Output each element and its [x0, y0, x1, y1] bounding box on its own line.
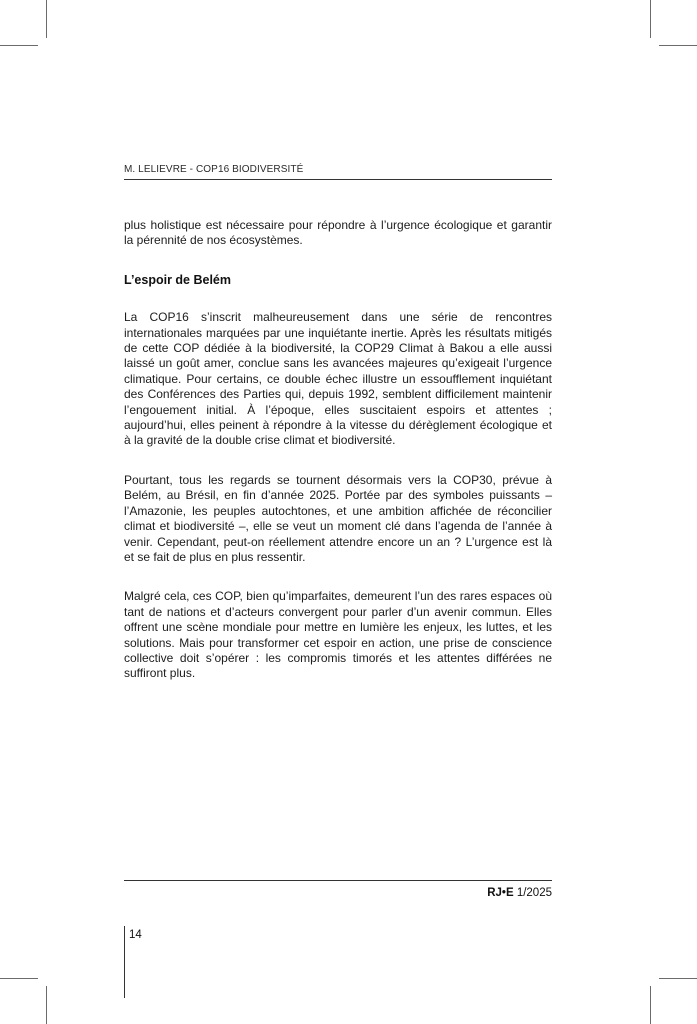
page-number: 14 [129, 929, 142, 941]
crop-mark [46, 986, 47, 1024]
section-title: L’espoir de Belém [124, 272, 231, 287]
article-body [124, 218, 552, 706]
journal-issue-number: 1/2025 [513, 887, 552, 899]
paragraph-intro: plus holistique est nécessaire pour répondre à l’urgence écologique et garantir la pérennité de nos écosystèmes. [124, 218, 552, 248]
running-head: M. LELIEVRE - COP16 BIODIVERSITÉ [124, 164, 552, 180]
crop-mark [659, 978, 697, 979]
footer-rule [124, 880, 552, 881]
journal-abbr: RJ•E [487, 887, 514, 899]
paragraph: Pourtant, tous les regards se tournent désormais vers la COP30, prévue à Belém, au Brésil, en fin d’année 2025. Portée par des symboles puissants – l’Amazonie, les peuples autochtones, et une ambition affichée de réconcilier climat et biodiversité –, elle se veut un moment clé dans l’agenda de l’année à venir. Cependant, peut-on réellement attendre encore un an ? L’urgence est là et se fait de plus en plus ressentir. [124, 472, 552, 564]
crop-mark [0, 978, 38, 979]
crop-mark [650, 0, 651, 38]
page-number-rule [124, 926, 125, 998]
crop-mark [659, 45, 697, 46]
crop-mark [46, 0, 47, 38]
journal-issue [487, 887, 552, 899]
crop-mark [650, 986, 651, 1024]
paragraph: Malgré cela, ces COP, bien qu’imparfaites, demeurent l’un des rares espaces où tant de nations et d’acteurs convergent pour parler d’un avenir commun. Elles offrent une scène mondiale pour mettre en lumière les enjeux, les luttes, et les solutions. Mais pour transformer cet espoir en action, une prise de conscience collective doit s’opérer : les compromis timorés et les attentes différées ne suffiront plus. [124, 589, 552, 681]
paragraph: La COP16 s’inscrit malheureusement dans une série de rencontres internationales marquées par une inquiétante inertie. Après les résultats mitigés de cette COP dédiée à la biodiversité, la COP29 Climat à Bakou a elle aussi laissé un goût amer, conclue sans les avancées majeures qu’exigeait l’urgence climatique. Pour certains, ce double échec illustre un essoufflement inquiétant des Conférences des Parties qui, depuis 1992, semblent difficilement maintenir l’engouement initial. À l’époque, elles suscitaient espoirs et attentes ; aujourd’hui, elles peinent à répondre à la vitesse du dérèglement écologique et à la gravité de la double crise climat et biodiversité. [124, 310, 552, 448]
crop-mark [0, 45, 38, 46]
